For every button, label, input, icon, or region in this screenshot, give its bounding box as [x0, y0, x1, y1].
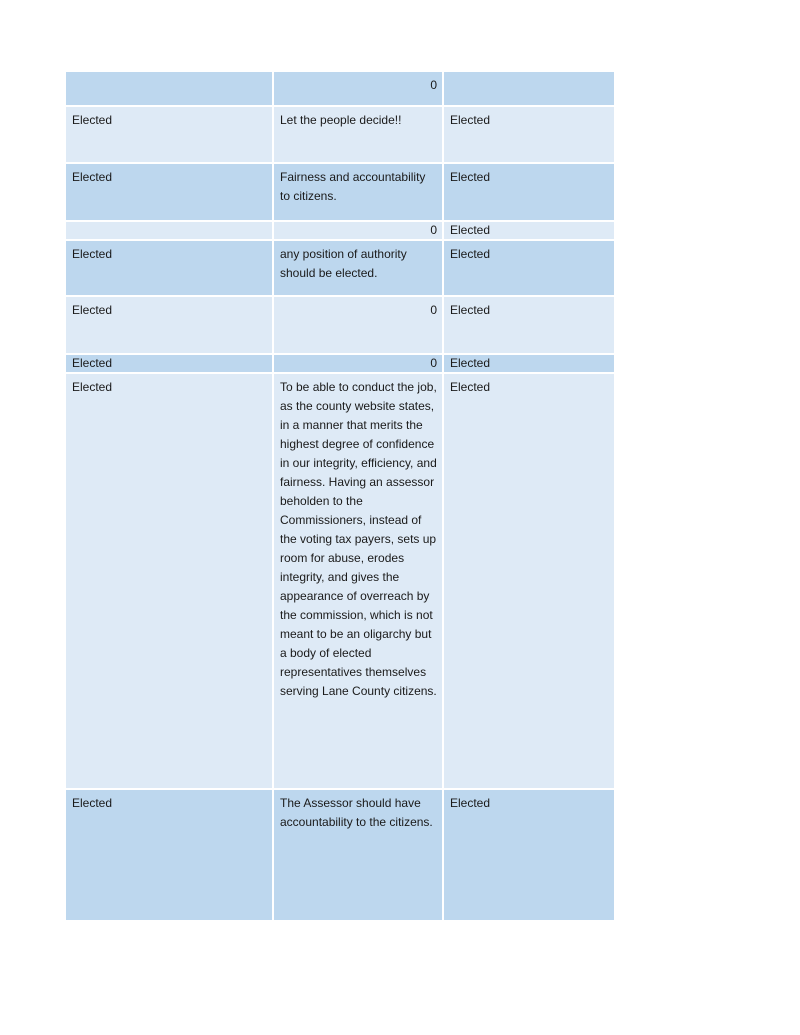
table-row	[66, 355, 614, 372]
table-cell: 0	[274, 297, 442, 353]
table-cell: Elected	[444, 222, 614, 239]
table-row	[66, 241, 614, 295]
table-cell: Elected	[444, 164, 614, 220]
table-cell: Fairness and accountability to citizens.	[274, 164, 442, 220]
table-cell: 0	[274, 222, 442, 239]
table-cell: Elected	[444, 241, 614, 295]
table-cell: any position of authority should be elected.	[274, 241, 442, 295]
table-row	[66, 374, 614, 788]
table-cell: Elected	[66, 107, 272, 162]
table-cell: Elected	[66, 790, 272, 920]
table-cell: Elected	[444, 107, 614, 162]
table-cell: To be able to conduct the job, as the county website states, in a manner that merits the highest degree of confidence in our integrity, efficiency, and fairness. Having an assessor beholden to the Commissioners, instead of the voting tax payers, sets up room for abuse, erodes integrity, and gives the appearance of overreach by the commission, which is not meant to be an oligarchy but a body of elected representatives themselves serving Lane County citizens.	[274, 374, 442, 788]
table-cell: Elected	[444, 355, 614, 372]
table-cell	[66, 222, 272, 239]
table-cell	[66, 72, 272, 105]
table-cell: 0	[274, 355, 442, 372]
table-cell: Let the people decide!!	[274, 107, 442, 162]
table-cell: Elected	[444, 297, 614, 353]
table-cell: Elected	[66, 374, 272, 788]
table-cell: Elected	[66, 164, 272, 220]
table-row	[66, 790, 614, 920]
table-row	[66, 164, 614, 220]
table-row	[66, 107, 614, 162]
table-row	[66, 222, 614, 239]
table-cell: Elected	[66, 355, 272, 372]
table-cell: The Assessor should have accountability to the citizens.	[274, 790, 442, 920]
table-cell	[444, 72, 614, 105]
table-body	[66, 72, 614, 920]
responses-table	[64, 70, 616, 922]
table-cell: Elected	[66, 241, 272, 295]
table-cell: 0	[274, 72, 442, 105]
table-row	[66, 297, 614, 353]
table-cell: Elected	[444, 374, 614, 788]
table-row	[66, 72, 614, 105]
table-cell: Elected	[444, 790, 614, 920]
table-cell: Elected	[66, 297, 272, 353]
